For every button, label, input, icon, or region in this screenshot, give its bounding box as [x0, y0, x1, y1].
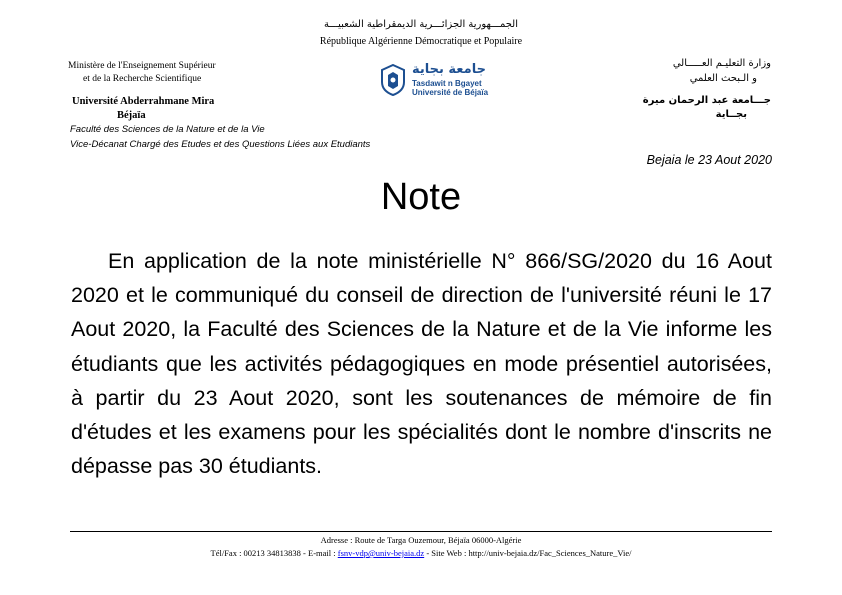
vice-deanate-name: Vice-Décanat Chargé des Etudes et des Questions Liées aux Etudiants — [70, 139, 371, 150]
republic-title-arabic: الجمـــهورية الجزائـــرية الديمقراطية الشعبيـــة — [323, 19, 519, 30]
ministry-arabic-line1: وزارة التعليـم العـــــالي — [672, 58, 771, 69]
logo-tamazight-text: Tasdawit n Bgayet — [412, 79, 482, 88]
republic-title-french: République Algérienne Démocratique et Populaire — [319, 36, 523, 47]
university-name-arabic: جـــامعة عبد الرحمان ميرة — [642, 95, 771, 106]
ministry-french-line2: et de la Recherche Scientifique — [83, 74, 202, 84]
note-body-paragraph: En application de la note ministérielle N° 866/SG/2020 du 16 Aout 2020 et le communiqué du conseil de direction de l'université réuni le 17 Aout 2020, la Faculté des Sciences de la Nature et de la Vie informe les étudiants que les activités pédagogiques en mode présentiel autorisées, à partir du 23 Aout 2020, sont les soutenances de mémoire de fin d'études et les examens pour les spécialités dont le nombre d'inscrits ne dépasse pas 30 étudiants. — [71, 249, 772, 479]
footer-contact-prefix: Tél/Fax : 00213 34813838 - E-mail : — [210, 548, 338, 558]
footer-email-link[interactable]: fsnv-vdp@univ-bejaia.dz — [337, 548, 425, 558]
footer-contact — [0, 548, 842, 558]
university-emblem-icon — [380, 64, 406, 96]
university-name-french: Université Abderrahmane Mira — [72, 96, 215, 107]
page-title: Note — [380, 176, 462, 218]
university-city-french: Béjaïa — [117, 110, 146, 121]
document-date: Bejaia le 23 Aout 2020 — [646, 153, 772, 167]
footer-contact-suffix: - Site Web : http://univ-bejaia.dz/Fac_Sciences_Nature_Vie/ — [424, 548, 632, 558]
footer-address: Adresse : Route de Targa Ouzemour, Béjaïa 06000-Algérie — [320, 535, 522, 545]
footer-divider — [70, 531, 772, 532]
logo-french-text: Université de Béjaïa — [412, 88, 489, 97]
ministry-french-line1: Ministère de l'Enseignement Supérieur — [68, 61, 216, 71]
logo-arabic-text: جامعة بجاية — [412, 62, 486, 77]
faculty-name: Faculté des Sciences de la Nature et de la Vie — [70, 124, 265, 135]
university-logo — [380, 62, 490, 100]
university-city-arabic: بجــاية — [715, 109, 747, 120]
ministry-arabic-line2: و الـبحث العلمي — [689, 73, 757, 84]
